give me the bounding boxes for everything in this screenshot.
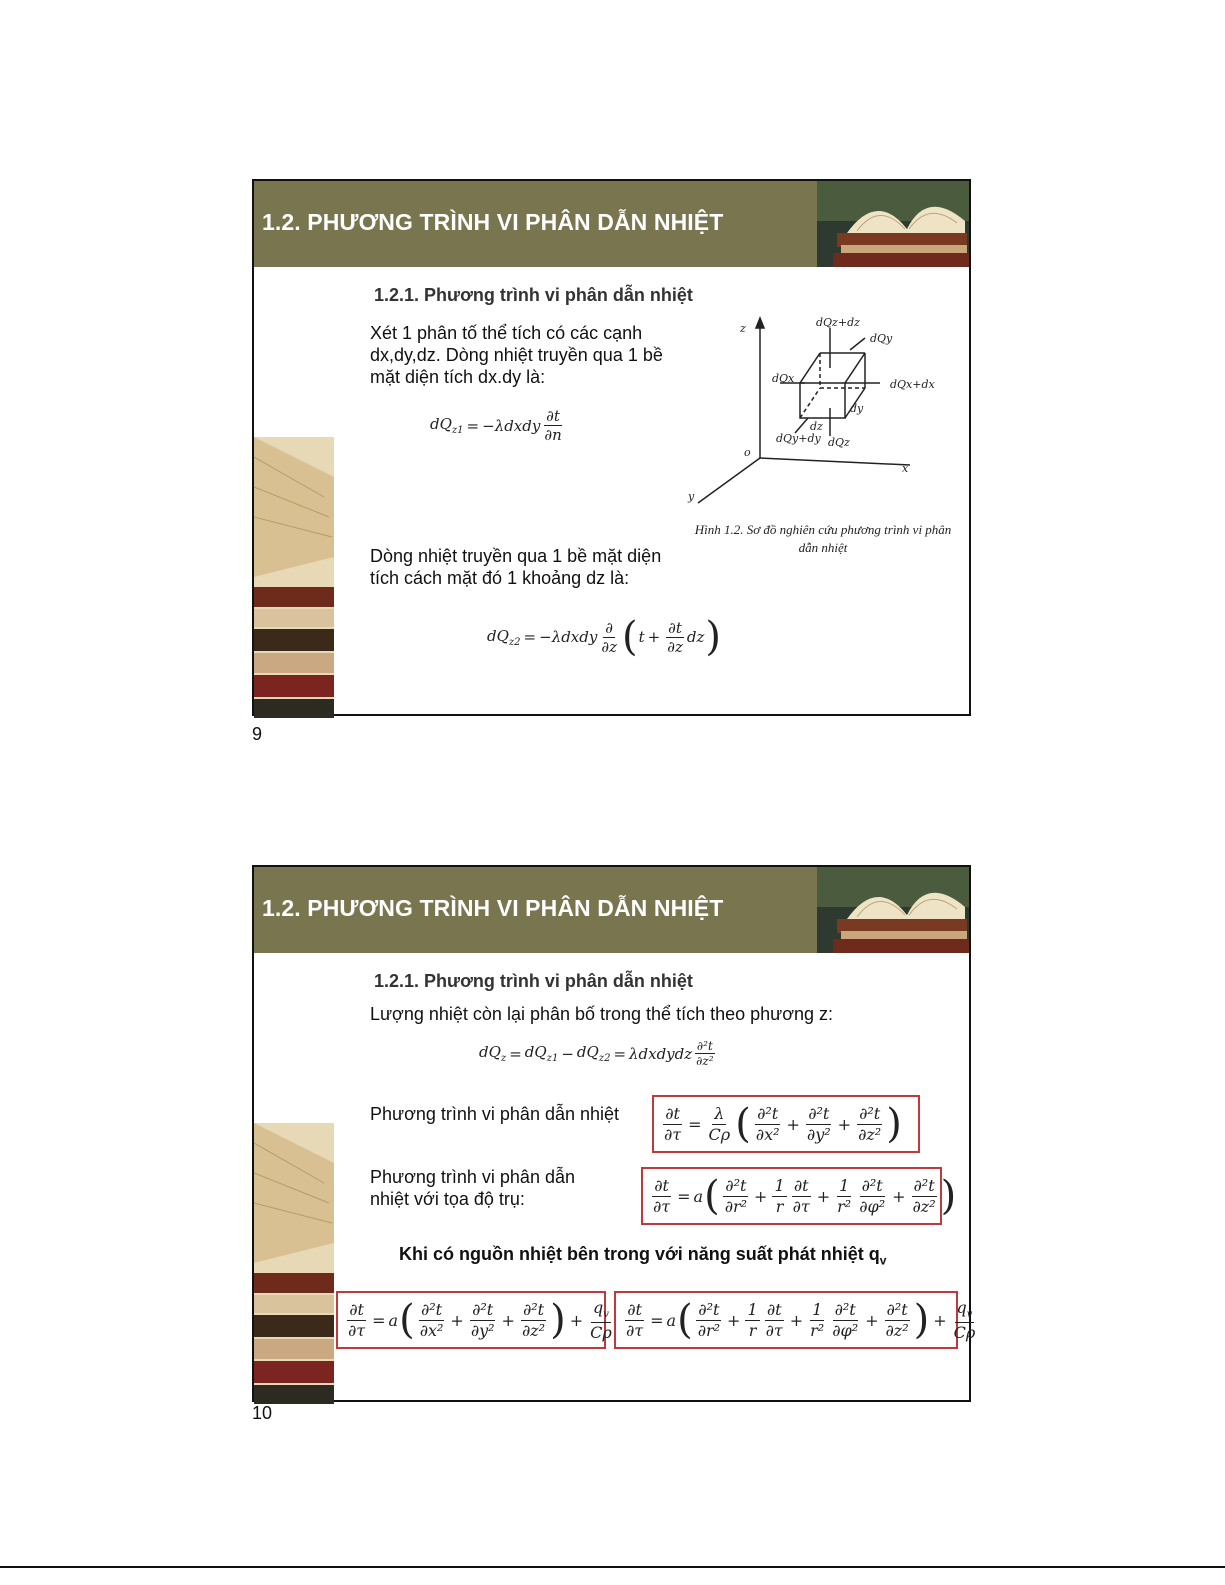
intro-text-line-3: mặt diện tích dx.dy là: [370, 367, 546, 387]
label-dqx: dQx [772, 372, 795, 385]
heat-equation-source-cylindrical: $\frac{\partial t}{\partial\tau}$ = a ( $\frac{\text{∂²t}}{\text{∂r²}}$ + $\frac{1}{r}$ $\frac{\partial t}{\partial\tau}$ + $\frac{1}{\text{r²}}$ $\frac{\text{∂²t}}{\text{∂φ²}}$ + $\frac{\text{∂²t}}{\text{∂z²}}$ ) + $\frac{q_v}{C\rho}$ [614, 1291, 958, 1349]
label-z: z [740, 322, 746, 335]
label-dy: dy [850, 402, 864, 415]
page-bottom-rule [0, 1566, 1225, 1568]
equation-dqz2: $dQ_{z2}$ = −λdxdy $\frac{\partial}{\partial z}$ ( t + $\frac{\partial t}{\partial z}$ dz ) [487, 614, 722, 660]
label-x: x [902, 462, 909, 475]
page-number-10: 10 [252, 1403, 273, 1423]
element-volume-diagram [680, 308, 960, 518]
open-book-image [817, 867, 969, 953]
heat-equation-cartesian: $\frac{\partial t}{\partial\tau}$ = $\frac{\lambda}{C\rho}$ ( $\frac{\text{∂²t}}{\text{∂x²}}$ + $\frac{\text{∂²t}}{\text{∂y²}}$ + $\frac{\text{∂²t}}{\text{∂z²}}$ ) [652, 1095, 920, 1153]
x-axis [760, 458, 910, 465]
intro-text-line-1: Xét 1 phân tố thể tích có các cạnh [370, 323, 643, 343]
distribution-text: Lượng nhiệt còn lại phân bố trong thể tích theo phương z: [370, 1004, 834, 1024]
open-book-image [817, 181, 969, 267]
cylindrical-label-line-1: Phương trình vi phân dẫn [370, 1167, 575, 1187]
page-number-9: 9 [252, 724, 263, 744]
slide-header [254, 181, 969, 267]
label-dqz-dz: dQz+dz [816, 316, 860, 329]
label-dqz: dQz [828, 436, 850, 449]
heat-equation-cylindrical: $\frac{\partial t}{\partial\tau}$ = a ( $\frac{\text{∂²t}}{\text{∂r²}}$ + $\frac{1}{r}$ $\frac{\partial t}{\partial\tau}$ + $\frac{1}{\text{r²}}$ $\frac{\text{∂²t}}{\text{∂φ²}}$ + $\frac{\text{∂²t}}{\text{∂z²}}$ ) [641, 1167, 942, 1225]
cylindrical-label-line-2: nhiệt với tọa độ trụ: [370, 1189, 525, 1209]
label-o: o [744, 446, 751, 459]
slide-title: 1.2. PHƯƠNG TRÌNH VI PHÂN DẪN NHIỆT [262, 209, 724, 235]
label-y: y [688, 490, 695, 503]
label-dqy: dQy [870, 332, 893, 345]
section-subtitle: 1.2.1. Phương trình vi phân dẫn nhiệt [374, 285, 693, 305]
slide-page-10 [252, 865, 976, 1402]
internal-source-heading: Khi có nguồn nhiệt bên trong với năng suất phát nhiệt $q_v$ [399, 1244, 887, 1268]
equation-dqz-balance: $dQ_z$ = $dQ_{z1}$ − $dQ_{z2}$ = λdxdydz $\frac{\text{∂²t}}{\text{∂z²}}$ [479, 1039, 714, 1069]
book-stack-image [254, 1123, 334, 1404]
label-dqx-dx: dQx+dx [890, 378, 935, 391]
heat-equation-label: Phương trình vi phân dẫn nhiệt [370, 1104, 620, 1124]
label-dz: dz [810, 420, 823, 433]
second-text-line-2: tích cách mặt đó 1 khoảng dz là: [370, 568, 630, 588]
figure-caption-line-1: Hình 1.2. Sơ đồ nghiên cứu phương trình vi phân [694, 522, 952, 537]
y-axis [698, 458, 760, 503]
figure-caption [683, 521, 963, 557]
z-axis-arrow [756, 318, 764, 328]
label-dqy-dy: dQy+dy [776, 432, 821, 445]
book-stack-image [254, 437, 334, 718]
equation-dqz1: $dQ_{z1}$ = −λdxdy $\frac{\partial t}{\partial n}$ [430, 407, 562, 444]
second-text-line-1: Dòng nhiệt truyền qua 1 bề mặt diện [370, 546, 662, 566]
slide-title: 1.2. PHƯƠNG TRÌNH VI PHÂN DẪN NHIỆT [262, 895, 724, 921]
figure-caption-line-2: dẫn nhiệt [798, 540, 848, 555]
slide-header [254, 867, 969, 953]
section-subtitle: 1.2.1. Phương trình vi phân dẫn nhiệt [374, 971, 693, 991]
intro-text-line-2: dx,dy,dz. Dòng nhiệt truyền qua 1 bề [370, 345, 663, 365]
heat-equation-source-cartesian: $\frac{\partial t}{\partial\tau}$ = a ( $\frac{\text{∂²t}}{\text{∂x²}}$ + $\frac{\text{∂²t}}{\text{∂y²}}$ + $\frac{\text{∂²t}}{\text{∂z²}}$ ) + $\frac{q_v}{C\rho}$ [336, 1291, 606, 1349]
